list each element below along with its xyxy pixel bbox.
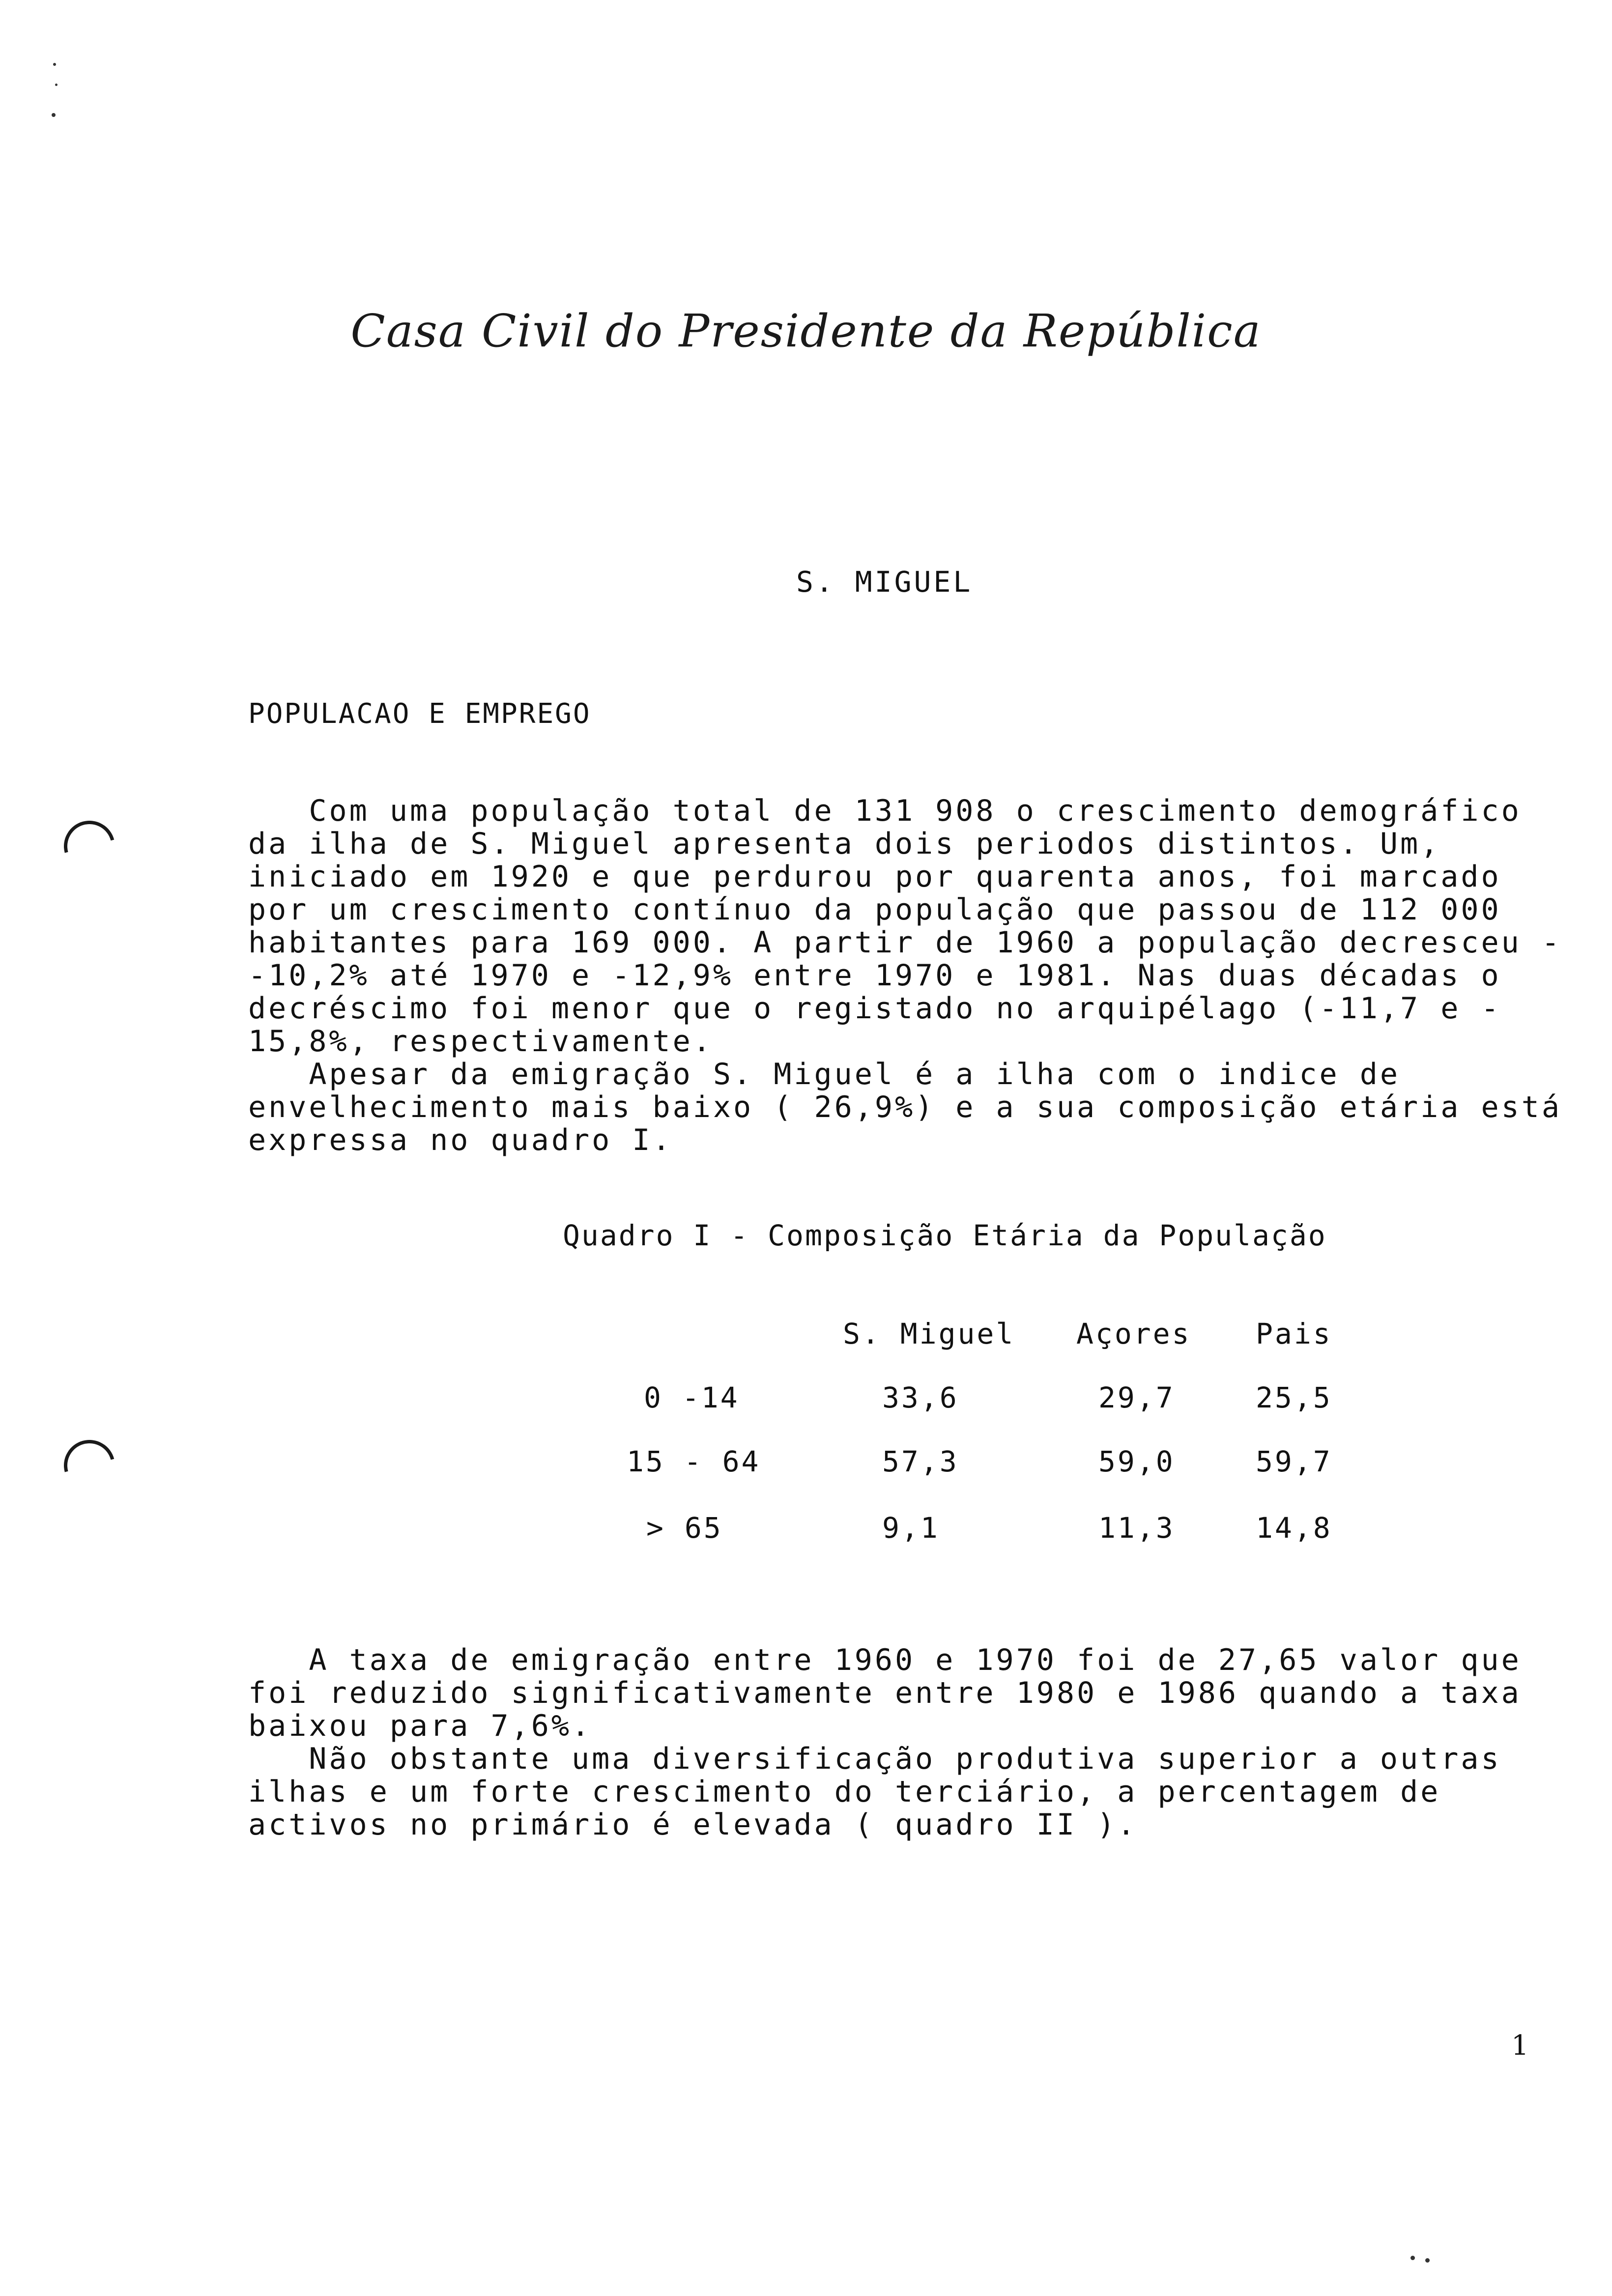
table-cell: 33,6: [882, 1381, 959, 1414]
text-line: 15,8%, respectivamente.: [248, 1024, 713, 1059]
table-cell: 29,7: [1098, 1381, 1175, 1414]
table-cell: 57,3: [882, 1445, 959, 1478]
text-line: Apesar da emigração S. Miguel é a ilha com o indice de: [248, 1057, 1401, 1091]
text-line: iniciado em 1920 e que perdurou por quarenta anos, foi marcado: [248, 860, 1501, 894]
row-label: > 65: [646, 1511, 723, 1545]
table-cell: 11,3: [1098, 1511, 1175, 1545]
text-line: Com uma população total de 131 908 o crescimento demográfico: [248, 794, 1522, 828]
row-label: 15 - 64: [627, 1445, 761, 1478]
table-cell: 14,8: [1256, 1511, 1332, 1545]
table-cell: 59,7: [1256, 1445, 1332, 1478]
text-line: por um crescimento contínuo da população que passou de 112 000: [248, 892, 1501, 927]
column-header: S. Miguel: [843, 1317, 1015, 1350]
text-line: expressa no quadro I.: [248, 1123, 673, 1157]
scan-speck: [1425, 2258, 1430, 2263]
text-line: decréscimo foi menor que o registado no arquipélago (-11,7 e -: [248, 991, 1501, 1026]
table-cell: 9,1: [882, 1511, 940, 1545]
table-caption: Quadro I - Composição Etária da População: [563, 1219, 1327, 1252]
text-line: envelhecimento mais baixo ( 26,9%) e a sua composição etária está: [248, 1090, 1562, 1124]
text-line: activos no primário é elevada ( quadro II ).: [248, 1808, 1138, 1842]
text-line: da ilha de S. Miguel apresenta dois periodos distintos. Um,: [248, 827, 1441, 861]
text-line: habitantes para 169 000. A partir de 1960 a população decresceu -: [248, 925, 1562, 960]
page-number: 1: [1511, 2030, 1529, 2062]
column-header: Açores: [1076, 1317, 1191, 1350]
table-cell: 59,0: [1098, 1445, 1175, 1478]
table-cell: 25,5: [1256, 1381, 1332, 1414]
paragraph-2: [248, 1644, 1536, 1841]
punch-hole-mark: [55, 811, 124, 881]
text-line: Não obstante uma diversificação produtiva superior a outras: [248, 1742, 1501, 1776]
row-label: 0 -14: [644, 1381, 740, 1414]
scan-speck: [53, 63, 56, 66]
scan-speck: [1410, 2256, 1415, 2260]
text-line: A taxa de emigração entre 1960 e 1970 foi de 27,65 valor que: [248, 1643, 1522, 1677]
letterhead: Casa Civil do Presidente da República: [350, 305, 1262, 357]
scan-speck: [55, 84, 58, 86]
punch-hole-mark: [55, 1431, 124, 1500]
section-heading: POPULACAO E EMPREGO: [248, 698, 591, 730]
paragraph-1: [248, 794, 1562, 1157]
text-line: ilhas e um forte crescimento do terciário, a percentagem de: [248, 1775, 1441, 1809]
text-line: baixou para 7,6%.: [248, 1709, 592, 1743]
scan-speck: [52, 113, 56, 117]
text-line: -10,2% até 1970 e -12,9% entre 1970 e 1981. Nas duas décadas o: [248, 958, 1501, 993]
text-line: foi reduzido significativamente entre 1980 e 1986 quando a taxa: [248, 1676, 1522, 1710]
page-title: S. MIGUEL: [796, 565, 973, 599]
column-header: Pais: [1256, 1317, 1332, 1350]
